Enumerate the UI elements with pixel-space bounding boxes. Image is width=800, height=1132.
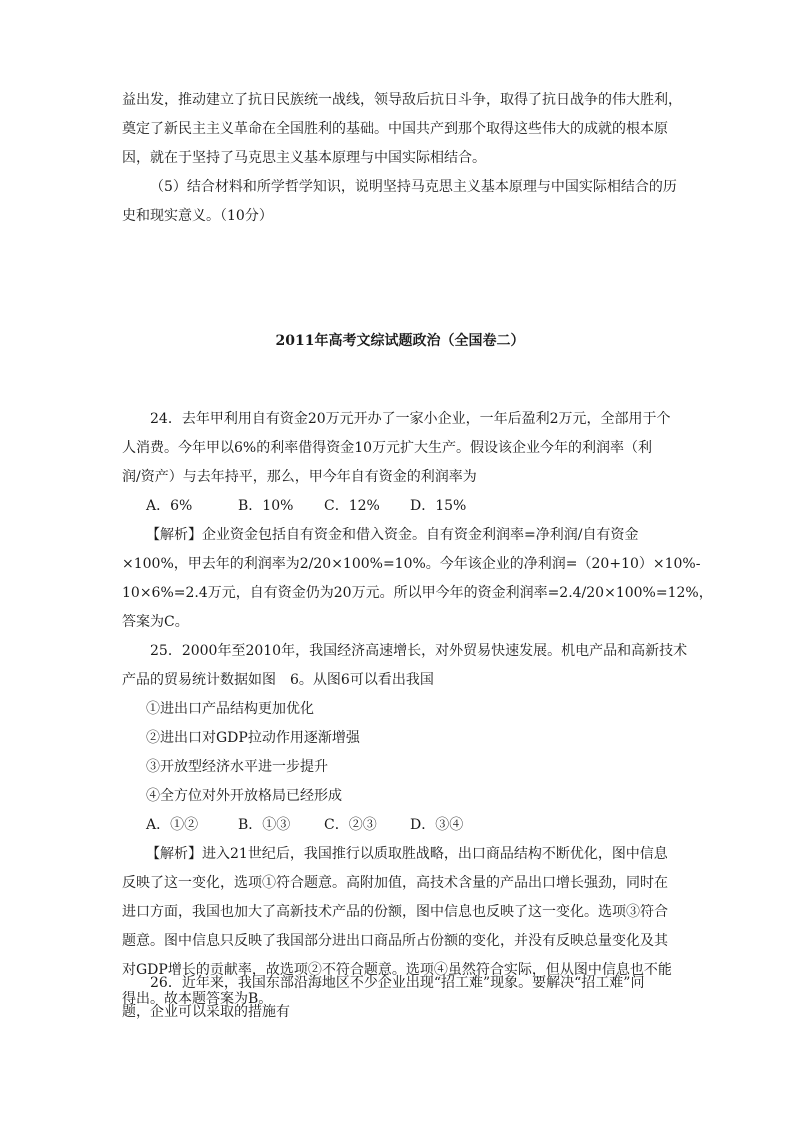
q25-item-1: ①进出口产品结构更加优化 [146,701,314,717]
q25-item-2: ②进出口对GDP拉动作用逐渐增强 [146,730,360,746]
q24-option-c: C．12% [324,498,380,514]
q25-option-c: C．②③ [324,817,377,833]
q26-stem-line-2: 题，企业可以采取的措施有 [122,1004,290,1020]
q25-stem-line-1: 25．2000年至2010年，我国经济高速增长，对外贸易快速发展。机电产品和高新技术 [150,643,688,659]
q25-option-a: A．①② [146,817,199,833]
intro-line-1: 益出发，推动建立了抗日民族统一战线，领导敌后抗日斗争，取得了抗日战争的伟大胜利， [122,92,682,108]
q25-analysis-line-2: 反映了这一变化，选项①符合题意。高附加值，高技术含量的产品出口增长强劲，同时在 [122,875,668,891]
section-title: 2011年高考文综试题政治（全国卷二） [275,333,525,349]
q25-option-b: B．①③ [238,817,291,833]
q24-analysis-line-3: 10×6%=2.4万元，自有资金仍为20万元。所以甲今年的资金利润率=2.4/20×100%=12%， [122,585,713,601]
q24-option-b: B．10% [238,498,294,514]
q24-option-d: D．15% [410,498,467,514]
intro-paragraph [122,86,692,231]
q25-stem-line-2: 产品的贸易统计数据如图 6。从图6可以看出我国 [122,672,434,688]
q24-stem-line-1: 24．去年甲利用自有资金20万元开办了一家小企业，一年后盈利2万元，全部用于个 [150,411,671,427]
q25-item-3: ③开放型经济水平进一步提升 [146,759,328,775]
q24-stem-line-3: 润/资产）与去年持平，那么，甲今年自有资金的利润率为 [122,469,477,485]
q25-analysis-line-3: 进口方面，我国也加大了高新技术产品的份额，图中信息也反映了这一变化。选项③符合 [122,904,668,920]
q24-stem-line-2: 人消费。今年甲以6%的利率借得资金10万元扩大生产。假设该企业今年的利润率（利 [122,440,653,456]
q25-option-d: D．③④ [410,817,464,833]
question-26 [122,969,692,1027]
q24-option-a: A．6% [146,498,193,514]
intro-line-3: 因，就在于坚持了马克思主义基本原理与中国实际相结合。 [122,150,486,166]
q25-analysis-line-4: 题意。图中信息只反映了我国部分进出口商品所占份额的变化，并没有反映总量变化及其 [122,933,668,949]
q25-analysis-line-5: 对GDP增长的贡献率，故选项②不符合题意。选项④虽然符合实际，但从图中信息也不能 [122,962,672,978]
q25-options [122,811,692,840]
question-5-line-2: 史和现实意义。（10分） [122,208,273,224]
q24-analysis-line-1: 【解析】企业资金包括自有资金和借入资金。自有资金利润率=净利润/自有资金 [146,527,639,543]
intro-line-2: 奠定了新民主主义革命在全国胜利的基础。中国共产到那个取得这些伟大的成就的根本原 [122,121,668,137]
q24-analysis-line-4: 答案为C。 [122,614,189,630]
q24-options [122,492,692,521]
q25-item-4: ④全方位对外开放格局已经形成 [146,788,342,804]
question-5-line-1: （5）结合材料和所学哲学知识，说明坚持马克思主义基本原理与中国实际相结合的历 [150,179,677,195]
question-24 [122,405,713,637]
q24-analysis-line-2: ×100%，甲去年的利润率为2/20×100%=10%。今年该企业的净利润=（20+10）×10%- [122,556,701,572]
q25-analysis-line-1: 【解析】进入21世纪后，我国推行以质取胜战略，出口商品结构不断优化，图中信息 [146,846,668,862]
q25-analysis-line-6: 得出。故本题答案为B。 [122,991,273,1007]
question-25 [122,637,692,1014]
q26-stem-line-1: 26．近年来，我国东部沿海地区不少企业出现“招工难”现象。要解决“招工难”问 [150,975,645,991]
